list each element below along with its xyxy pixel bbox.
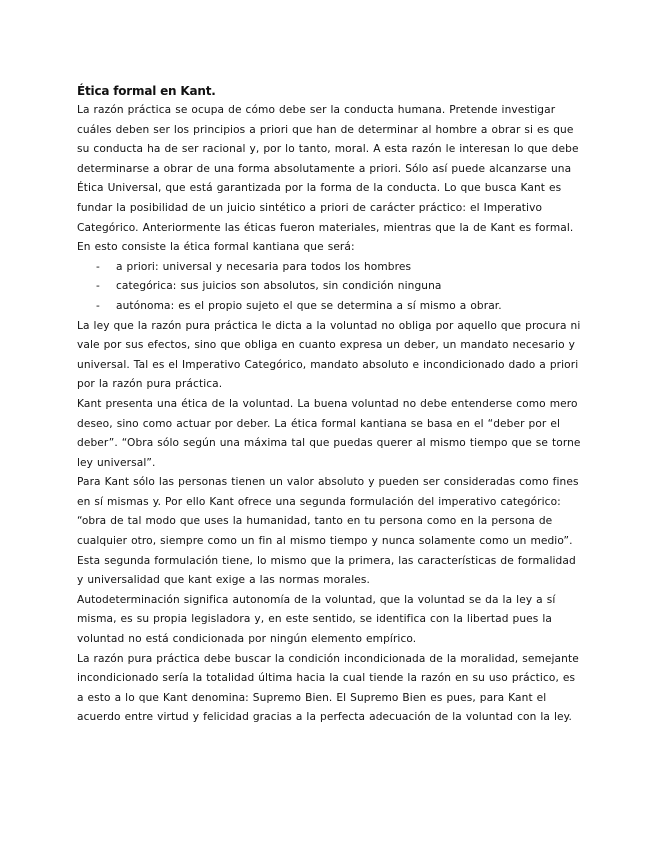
characteristics-list <box>77 258 582 317</box>
list-item <box>77 258 582 278</box>
paragraph-razon-practica: La razón práctica se ocupa de cómo debe ser la conducta humana. Pretende investigar cuáles deben ser los principios a priori que han de determinar al hombre a obrar si es que su conducta ha de ser racional y, por lo tanto, moral. A esta razón le interesan lo que debe determinarse a obrar de una forma absolutamente a priori. Sólo así puede alcanzarse una Ética Universal, que está garantizada por la forma de la conducta. Lo que busca Kant es fundar la posibilidad de un juicio sintético a priori de carácter práctico: el Imperativo Categórico. Anteriormente las éticas fueron materiales, mientras que la de Kant es formal. <box>77 104 579 234</box>
list-dash-marker: - <box>96 260 100 273</box>
paragraph-supremo-bien: La razón pura práctica debe buscar la condición incondicionada de la moralidad, semejante incondicionado sería la totalidad última hacia la cual tiende la razón en su uso práctico, es a esto a lo que Kant denomina: Supremo Bien. El Supremo Bien es pues, para Kant el acuerdo entre virtud y felicidad gracias a la perfecta adecuación de la voluntad con la ley. <box>77 652 579 724</box>
paragraph-etica-voluntad: Kant presenta una ética de la voluntad. La buena voluntad no debe entenderse como mero deseo, sino como actuar por deber. La ética formal kantiana se basa en el “deber por el deber”. “Obra sólo según una máxima tal que puedas querer al mismo tiempo que se torne ley universal”. <box>77 397 581 469</box>
list-item <box>77 277 582 297</box>
list-dash-marker: - <box>96 280 100 293</box>
list-dash-marker: - <box>96 299 100 312</box>
paragraph-ley-razon: La ley que la razón pura práctica le dicta a la voluntad no obliga por aquello que procura ni vale por sus efectos, sino que obliga en cuanto expresa un deber, un mandato necesario y universal. Tal es el Imperativo Categórico, mandato absoluto e incondicionado dado a priori por la razón pura práctica. <box>77 319 581 391</box>
list-item-text: a priori: universal y necesaria para todos los hombres <box>116 260 412 273</box>
document-page <box>77 82 582 728</box>
paragraph-autodeterminacion: Autodeterminación significa autonomía de la voluntad, que la voluntad se da la ley a sí misma, es su propia legisladora y, en este sentido, se identifica con la libertad pues la voluntad no está condicionada por ningún elemento empírico. <box>77 593 556 646</box>
list-item-text: autónoma: es el propio sujeto el que se determina a sí mismo a obrar. <box>116 299 502 312</box>
list-item-text: categórica: sus juicios son absolutos, sin condición ninguna <box>116 280 442 293</box>
paragraph-personas-fines: Para Kant sólo las personas tienen un valor absoluto y pueden ser consideradas como fines en sí mismas y. Por ello Kant ofrece una segunda formulación del imperativo categórico: “obra de tal modo que uses la humanidad, tanto en tu persona como en la persona de cualquier otro, siempre como un fin al mismo tiempo y nunca solamente como un medio”. Esta segunda formulación tiene, lo mismo que la primera, las características de formalidad y universalidad que kant exige a las normas morales. <box>77 476 579 587</box>
list-item <box>77 297 582 317</box>
paragraph-list-intro: En esto consiste la ética formal kantiana que será: <box>77 241 355 254</box>
document-title: Ética formal en Kant. <box>77 84 216 98</box>
